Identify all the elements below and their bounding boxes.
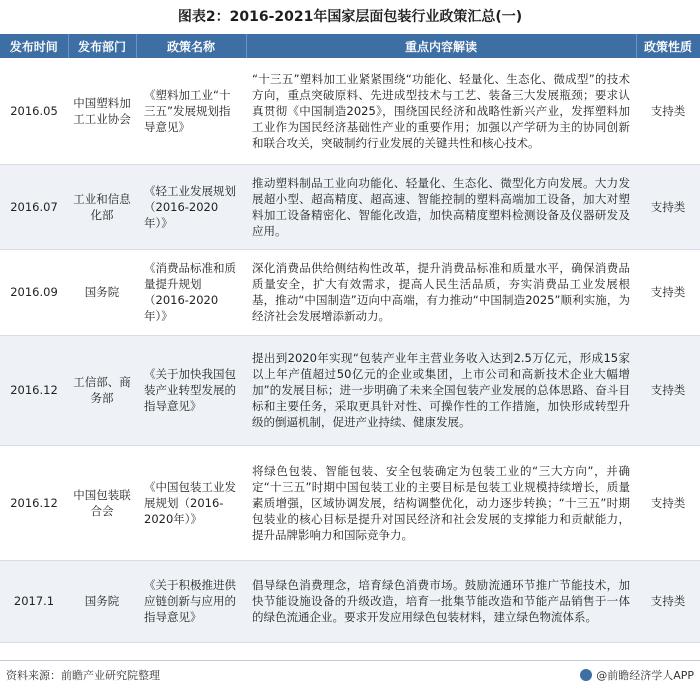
row-nature: 支持类 bbox=[636, 560, 700, 642]
footer bbox=[0, 660, 700, 689]
policy-table bbox=[0, 34, 700, 643]
row-content: “十三五”塑料加工业紧紧围绕“功能化、轻量化、生态化、微成型”的技术方向，重点突破原料、先进成型技术与工艺、装备三大发展瓶颈；要求认真贯彻《中国制造2025》，围绕国民经济和战略性新兴产业，发挥塑料加工业作为国民经济基础性产业的重要作用；加强以产学研为主的协同创新和联合攻关，突破制约行业发展的关键共性和核心技术。 bbox=[246, 58, 636, 164]
row-nature: 支持类 bbox=[636, 249, 700, 335]
header-content: 重点内容解读 bbox=[246, 34, 636, 58]
table-row bbox=[0, 164, 700, 249]
row-nature: 支持类 bbox=[636, 445, 700, 560]
row-dept: 中国塑料加工工业协会 bbox=[68, 58, 136, 164]
row-date: 2016.12 bbox=[0, 445, 68, 560]
row-dept: 工业和信息化部 bbox=[68, 164, 136, 249]
table-row bbox=[0, 335, 700, 445]
brand-credit bbox=[580, 667, 700, 683]
row-date: 2017.1 bbox=[0, 560, 68, 642]
table-header-row bbox=[0, 34, 700, 58]
row-nature: 支持类 bbox=[636, 164, 700, 249]
header-nature: 政策性质 bbox=[636, 34, 700, 58]
row-content: 深化消费品供给侧结构性改革，提升消费品标准和质量水平，确保消费品质量安全，扩大有效需求，提高人民生活品质，夯实消费品工业发展根基，推动“中国制造”迈向中高端，有力推动“中国制造2025”顺利实施，为经济社会发展增添新动力。 bbox=[246, 249, 636, 335]
row-dept: 国务院 bbox=[68, 249, 136, 335]
row-policy-name: 《关于加快我国包装产业转型发展的指导意见》 bbox=[136, 335, 246, 445]
row-policy-name: 《塑料加工业“十三五”发展规划指导意见》 bbox=[136, 58, 246, 164]
row-dept: 国务院 bbox=[68, 560, 136, 642]
row-content: 推动塑料制品工业向功能化、轻量化、生态化、微型化方向发展。大力发展超小型、超高精度、超高速、智能控制的塑料高端加工设备，加大对塑料加工设备精密化、智能化改造，加快高精度塑料检测设备及仪器研发及应用。 bbox=[246, 164, 636, 249]
header-policy-name: 政策名称 bbox=[136, 34, 246, 58]
row-policy-name: 《轻工业发展规划（2016-2020年）》 bbox=[136, 164, 246, 249]
row-date: 2016.12 bbox=[0, 335, 68, 445]
row-nature: 支持类 bbox=[636, 335, 700, 445]
brand-logo-icon bbox=[580, 669, 592, 681]
row-content: 将绿色包装、智能包装、安全包装确定为包装工业的“三大方向”，并确定“十三五”时期中国包装工业的主要目标是包装工业规模持续增长，质量素质增强，区域协调发展，结构调整优化，动力逐步转换；“十三五”时期包装业的核心目标是提升对国民经济和社会发展的支撑能力和贡献能力，提升品牌影响力和国际竞争力。 bbox=[246, 445, 636, 560]
table-row bbox=[0, 249, 700, 335]
row-policy-name: 《中国包装工业发展规划（2016-2020年）》 bbox=[136, 445, 246, 560]
row-policy-name: 《消费品标准和质量提升规划（2016-2020年）》 bbox=[136, 249, 246, 335]
source-note: 资料来源：前瞻产业研究院整理 bbox=[6, 669, 160, 682]
header-dept: 发布部门 bbox=[68, 34, 136, 58]
row-nature: 支持类 bbox=[636, 58, 700, 164]
table-row bbox=[0, 560, 700, 642]
row-policy-name: 《关于积极推进供应链创新与应用的指导意见》 bbox=[136, 560, 246, 642]
row-dept: 中国包装联合会 bbox=[68, 445, 136, 560]
row-date: 2016.09 bbox=[0, 249, 68, 335]
table-row bbox=[0, 445, 700, 560]
row-dept: 工信部、商务部 bbox=[68, 335, 136, 445]
chart-title: 图表2：2016-2021年国家层面包装行业政策汇总(一) bbox=[177, 9, 523, 25]
table-row bbox=[0, 58, 700, 164]
row-content: 提出到2020年实现“包装产业年主营业务收入达到2.5万亿元，形成15家以上年产值超过50亿元的企业或集团，上市公司和高新技术企业大幅增加”的发展目标；进一步明确了未来全国包装产业发展的总体思路、奋斗目标和主要任务，采取更具针对性、可操作性的工作措施，加快形成转型升级的倒逼机制，促进产业持续、健康发展。 bbox=[246, 335, 636, 445]
row-date: 2016.05 bbox=[0, 58, 68, 164]
header-date: 发布时间 bbox=[0, 34, 68, 58]
brand-label: @前瞻经济学人APP bbox=[596, 669, 694, 682]
row-date: 2016.07 bbox=[0, 164, 68, 249]
row-content: 倡导绿色消费理念，培育绿色消费市场。鼓励流通环节推广节能技术，加快节能设施设备的升级改造，培育一批集节能改造和节能产品销售于一体的绿色流通企业。要求开发应用绿色包装材料，建立绿色物流体系。 bbox=[246, 560, 636, 642]
